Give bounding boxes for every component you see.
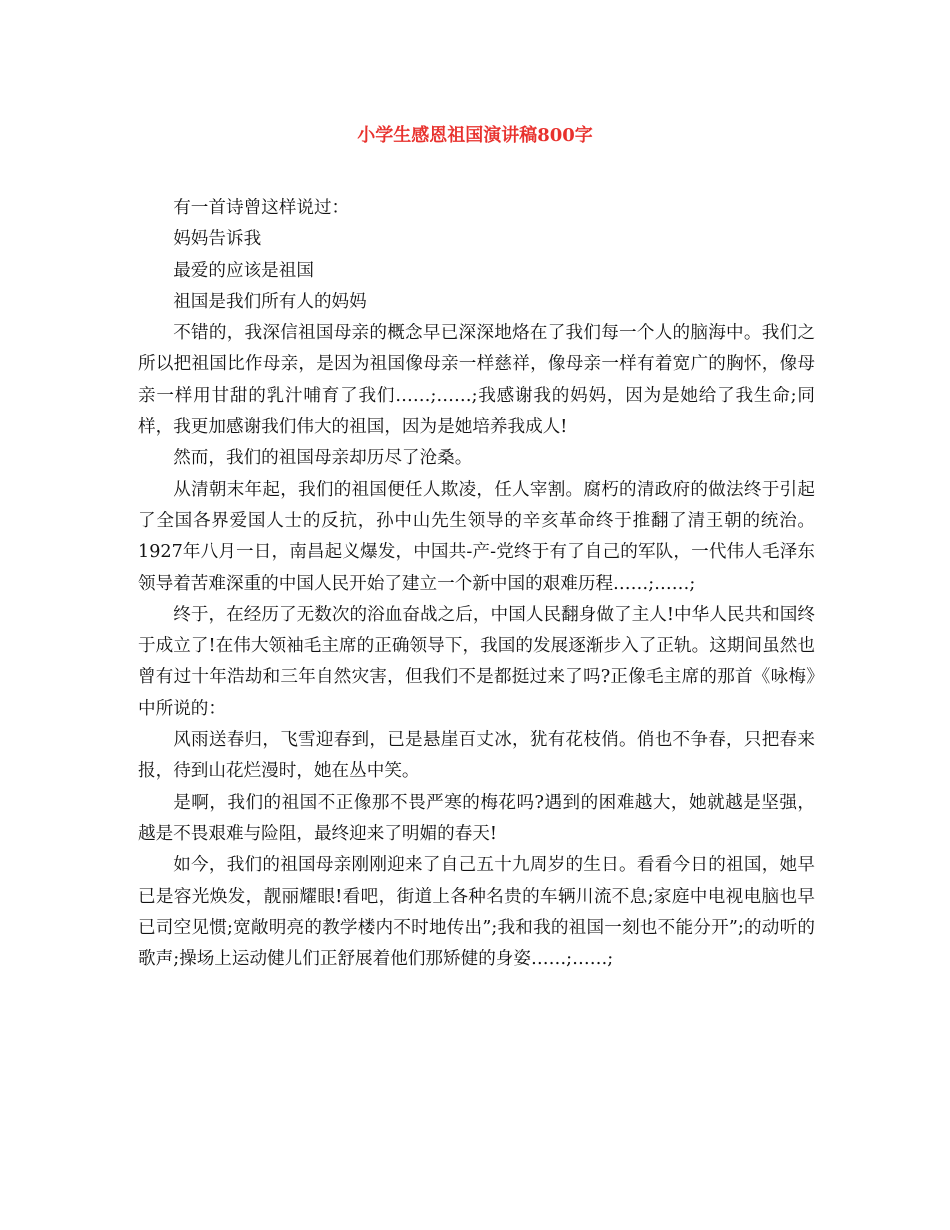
paragraph: 从清朝末年起，我们的祖国便任人欺凌，任人宰割。腐朽的清政府的做法终于引起了全国各界爱国人士的反抗，孙中山先生领导的辛亥革命终于推翻了清王朝的统治。1927年八月一日，南昌起义爆发，中国共-产-党终于有了自己的军队，一代伟人毛泽东领导着苦难深重的中国人民开始了建立一个新中国的艰难历程……;……;	[138, 479, 815, 594]
paragraph: 然而，我们的祖国母亲却历尽了沧桑。	[173, 448, 473, 469]
paragraph: 终于，在经历了无数次的浴血奋战之后，中国人民翻身做了主人!中华人民共和国终于成立了!在伟大领袖毛主席的正确领导下，我国的发展逐渐步入了正轨。这期间虽然也曾有过十年浩劫和三年自然灾害，但我们不是都挺过来了吗?正像毛主席的那首《咏梅》中所说的：	[138, 604, 815, 719]
paragraph: 有一首诗曾这样说过：	[173, 198, 350, 218]
paragraph: 是啊，我们的祖国不正像那不畏严寒的梅花吗?遇到的困难越大，她就越是坚强，越是不畏艰难与险阻，最终迎来了明媚的春天!	[138, 792, 815, 844]
paragraph: 祖国是我们所有人的妈妈	[173, 291, 367, 312]
document-body	[138, 193, 815, 975]
paragraph: 风雨送春归，飞雪迎春到，已是悬崖百丈冰，犹有花枝俏。俏也不争春，只把春来报，待到山花烂漫时，她在丛中笑。	[138, 730, 815, 782]
paragraph: 妈妈告诉我	[173, 229, 262, 250]
document-title: 小学生感恩祖国演讲稿800字	[357, 125, 593, 146]
paragraph: 如今，我们的祖国母亲刚刚迎来了自己五十九周岁的生日。看看今日的祖国，她早已是容光焕发，靓丽耀眼!看吧，街道上各种名贵的车辆川流不息;家庭中电视电脑也早已司空见惯;宽敞明亮的教学楼内不时地传出”;我和我的祖国一刻也不能分开”;的动听的歌声;操场上运动健儿们正舒展着他们那矫健的身姿……;……;	[138, 855, 815, 970]
paragraph: 最爱的应该是祖国	[173, 260, 314, 281]
paragraph: 不错的，我深信祖国母亲的概念早已深深地烙在了我们每一个人的脑海中。我们之所以把祖国比作母亲，是因为祖国像母亲一样慈祥，像母亲一样有着宽广的胸怀，像母亲一样用甘甜的乳汁哺育了我们……;……;我感谢我的妈妈，因为是她给了我生命;同样，我更加感谢我们伟大的祖国，因为是她培养我成人!	[138, 323, 815, 438]
